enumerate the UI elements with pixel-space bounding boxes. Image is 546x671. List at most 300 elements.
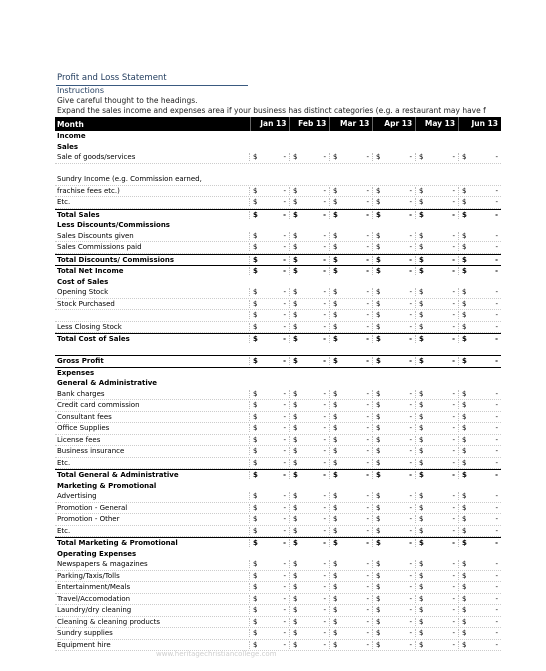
amount-cell[interactable]: [329, 572, 372, 580]
amount-cell[interactable]: [329, 357, 372, 365]
amount-cell[interactable]: [289, 198, 329, 206]
amount-cell[interactable]: [249, 187, 289, 195]
amount-value: -: [409, 424, 412, 433]
amount-cell[interactable]: [372, 267, 415, 275]
amount-cell[interactable]: [249, 629, 289, 637]
amount-cell[interactable]: [458, 401, 501, 409]
amount-cell[interactable]: [249, 618, 289, 626]
amount-cell[interactable]: [329, 618, 372, 626]
amount-cell[interactable]: [458, 527, 501, 535]
amount-cell[interactable]: [458, 335, 501, 343]
amount-cell[interactable]: [329, 335, 372, 343]
amount-cell[interactable]: [458, 232, 501, 240]
amount-cell[interactable]: [458, 595, 501, 603]
amount-cell[interactable]: [249, 390, 289, 398]
amount-cell[interactable]: [415, 243, 458, 251]
amount-value: -: [323, 471, 326, 480]
amount-cell[interactable]: [329, 390, 372, 398]
amount-cell[interactable]: [249, 357, 289, 365]
currency-symbol: $: [376, 153, 381, 162]
amount-value: -: [495, 640, 498, 649]
row-label: Marketing & Promotional: [57, 481, 157, 490]
amount-cell[interactable]: [249, 311, 289, 319]
row-label: Total Marketing & Promotional: [57, 539, 178, 548]
table-row: [55, 423, 501, 435]
amount-cell[interactable]: [329, 424, 372, 432]
amount-cell[interactable]: [289, 527, 329, 535]
amount-cell[interactable]: [415, 629, 458, 637]
amount-value: -: [495, 186, 498, 195]
currency-symbol: $: [419, 503, 424, 512]
amount-cell[interactable]: [249, 436, 289, 444]
amount-cell[interactable]: [249, 243, 289, 251]
amount-cell[interactable]: [458, 606, 501, 614]
amount-cell[interactable]: [329, 300, 372, 308]
amount-cell[interactable]: [415, 583, 458, 591]
amount-cell[interactable]: [415, 311, 458, 319]
row-label: Consultant fees: [57, 412, 112, 421]
amount-cell[interactable]: [372, 471, 415, 479]
amount-value: -: [495, 571, 498, 580]
amount-cell[interactable]: [458, 492, 501, 500]
row-label: Etc.: [57, 526, 71, 535]
amount-cell[interactable]: [372, 198, 415, 206]
amount-cell[interactable]: [329, 401, 372, 409]
amount-cell[interactable]: [289, 560, 329, 568]
amount-cell[interactable]: [372, 211, 415, 219]
amount-cell[interactable]: [329, 267, 372, 275]
amount-cell[interactable]: [458, 618, 501, 626]
currency-symbol: $: [462, 186, 467, 195]
amount-cell[interactable]: [329, 413, 372, 421]
currency-symbol: $: [462, 640, 467, 649]
amount-cell[interactable]: [329, 311, 372, 319]
amount-cell[interactable]: [249, 471, 289, 479]
amount-cell[interactable]: [372, 492, 415, 500]
amount-cell[interactable]: [372, 300, 415, 308]
amount-cell[interactable]: [289, 618, 329, 626]
currency-symbol: $: [462, 583, 467, 592]
amount-cell[interactable]: [458, 560, 501, 568]
amount-value: -: [283, 594, 286, 603]
amount-cell[interactable]: [372, 583, 415, 591]
amount-cell[interactable]: [249, 539, 289, 547]
amount-cell[interactable]: [372, 256, 415, 264]
total-row: [55, 469, 501, 481]
amount-value: -: [452, 492, 455, 501]
amount-cell[interactable]: [458, 572, 501, 580]
amount-cell[interactable]: [372, 606, 415, 614]
amount-cell[interactable]: [289, 413, 329, 421]
amount-value: -: [283, 503, 286, 512]
amount-cell[interactable]: [415, 436, 458, 444]
amount-cell[interactable]: [329, 492, 372, 500]
amount-cell[interactable]: [249, 153, 289, 161]
amount-cell[interactable]: [458, 311, 501, 319]
amount-cell[interactable]: [289, 187, 329, 195]
amount-cell[interactable]: [372, 618, 415, 626]
currency-symbol: $: [293, 629, 298, 638]
amount-cell[interactable]: [289, 232, 329, 240]
amount-cell[interactable]: [458, 187, 501, 195]
amount-cell[interactable]: [372, 572, 415, 580]
month-header: Month: [57, 119, 84, 129]
amount-cell[interactable]: [329, 595, 372, 603]
amount-cell[interactable]: [289, 323, 329, 331]
currency-symbol: $: [462, 458, 467, 467]
amount-cell[interactable]: [372, 459, 415, 467]
amount-cell[interactable]: [372, 560, 415, 568]
amount-cell[interactable]: [249, 424, 289, 432]
amount-cell[interactable]: [289, 459, 329, 467]
amount-cell[interactable]: [458, 459, 501, 467]
amount-cell[interactable]: [329, 198, 372, 206]
amount-cell[interactable]: [249, 335, 289, 343]
amount-cell[interactable]: [372, 641, 415, 649]
amount-cell[interactable]: [329, 187, 372, 195]
amount-cell[interactable]: [372, 447, 415, 455]
amount-cell[interactable]: [249, 504, 289, 512]
amount-cell[interactable]: [458, 629, 501, 637]
currency-symbol: $: [419, 617, 424, 626]
amount-cell[interactable]: [289, 492, 329, 500]
amount-cell[interactable]: [415, 413, 458, 421]
amount-cell[interactable]: [415, 335, 458, 343]
amount-cell[interactable]: [458, 357, 501, 365]
amount-cell[interactable]: [289, 211, 329, 219]
amount-cell[interactable]: [329, 447, 372, 455]
amount-value: -: [323, 447, 326, 456]
amount-cell[interactable]: [372, 311, 415, 319]
amount-cell[interactable]: [329, 539, 372, 547]
section-heading-row: [55, 142, 501, 153]
currency-symbol: $: [293, 471, 298, 480]
amount-cell[interactable]: [415, 515, 458, 523]
amount-cell[interactable]: [289, 288, 329, 296]
amount-cell[interactable]: [415, 504, 458, 512]
amount-cell[interactable]: [372, 288, 415, 296]
amount-cell[interactable]: [329, 459, 372, 467]
table-row: [55, 174, 501, 186]
amount-cell[interactable]: [249, 583, 289, 591]
amount-cell[interactable]: [329, 641, 372, 649]
amount-value: -: [366, 412, 369, 421]
amount-cell[interactable]: [372, 357, 415, 365]
currency-symbol: $: [376, 243, 381, 252]
amount-cell[interactable]: [415, 198, 458, 206]
instruction-line: Expand the sales income and expenses area if your business has distinct categories (e.g. a restaurant may have f: [57, 106, 486, 115]
amount-cell[interactable]: [249, 267, 289, 275]
currency-symbol: $: [419, 311, 424, 320]
currency-symbol: $: [253, 401, 258, 410]
row-label: Sundry Income (e.g. Commission earned,: [57, 175, 202, 184]
amount-cell[interactable]: [415, 572, 458, 580]
amount-cell[interactable]: [249, 232, 289, 240]
currency-symbol: $: [253, 515, 258, 524]
amount-cell[interactable]: [415, 527, 458, 535]
amount-cell[interactable]: [415, 459, 458, 467]
amount-cell[interactable]: [458, 583, 501, 591]
amount-cell[interactable]: [458, 198, 501, 206]
amount-cell[interactable]: [329, 560, 372, 568]
amount-cell[interactable]: [415, 424, 458, 432]
amount-cell[interactable]: [415, 447, 458, 455]
currency-symbol: $: [293, 583, 298, 592]
amount-cell[interactable]: [415, 232, 458, 240]
currency-symbol: $: [253, 424, 258, 433]
amount-cell[interactable]: [415, 390, 458, 398]
amount-cell[interactable]: [372, 629, 415, 637]
amount-cell[interactable]: [329, 515, 372, 523]
currency-symbol: $: [419, 198, 424, 207]
amount-cell[interactable]: [249, 300, 289, 308]
amount-cell[interactable]: [289, 595, 329, 603]
amount-cell[interactable]: [289, 504, 329, 512]
amount-cell[interactable]: [415, 618, 458, 626]
amount-cell[interactable]: [289, 436, 329, 444]
amount-value: -: [452, 539, 455, 548]
amount-cell[interactable]: [329, 504, 372, 512]
amount-value: -: [495, 299, 498, 308]
amount-cell[interactable]: [458, 539, 501, 547]
amount-cell[interactable]: [415, 256, 458, 264]
amount-cell[interactable]: [289, 335, 329, 343]
currency-symbol: $: [333, 198, 338, 207]
currency-symbol: $: [376, 503, 381, 512]
amount-cell[interactable]: [249, 560, 289, 568]
amount-cell[interactable]: [458, 413, 501, 421]
amount-value: -: [366, 186, 369, 195]
amount-cell[interactable]: [372, 401, 415, 409]
amount-cell[interactable]: [249, 323, 289, 331]
amount-cell[interactable]: [329, 211, 372, 219]
amount-cell[interactable]: [415, 323, 458, 331]
currency-symbol: $: [253, 539, 258, 548]
amount-cell[interactable]: [415, 641, 458, 649]
amount-cell[interactable]: [249, 492, 289, 500]
amount-cell[interactable]: [372, 187, 415, 195]
currency-symbol: $: [293, 539, 298, 548]
amount-value: -: [452, 288, 455, 297]
amount-cell[interactable]: [329, 471, 372, 479]
amount-value: -: [452, 322, 455, 331]
amount-cell[interactable]: [458, 300, 501, 308]
amount-cell[interactable]: [372, 323, 415, 331]
amount-cell[interactable]: [372, 232, 415, 240]
currency-symbol: $: [333, 424, 338, 433]
amount-value: -: [283, 629, 286, 638]
amount-cell[interactable]: [249, 595, 289, 603]
row-label: Gross Profit: [57, 357, 104, 366]
currency-symbol: $: [419, 424, 424, 433]
amount-cell[interactable]: [289, 515, 329, 523]
row-label: Sales Discounts given: [57, 231, 134, 240]
amount-cell[interactable]: [289, 300, 329, 308]
row-label: Total Discounts/ Commissions: [57, 255, 174, 264]
amount-cell[interactable]: [329, 288, 372, 296]
amount-cell[interactable]: [458, 447, 501, 455]
amount-cell[interactable]: [329, 436, 372, 444]
amount-cell[interactable]: [289, 641, 329, 649]
amount-cell[interactable]: [372, 335, 415, 343]
amount-cell[interactable]: [249, 515, 289, 523]
currency-symbol: $: [376, 401, 381, 410]
amount-cell[interactable]: [289, 390, 329, 398]
amount-cell[interactable]: [458, 153, 501, 161]
amount-cell[interactable]: [415, 267, 458, 275]
amount-value: -: [323, 389, 326, 398]
amount-cell[interactable]: [249, 401, 289, 409]
amount-cell[interactable]: [329, 629, 372, 637]
amount-value: -: [323, 640, 326, 649]
amount-cell[interactable]: [372, 515, 415, 523]
amount-cell[interactable]: [415, 606, 458, 614]
amount-cell[interactable]: [289, 606, 329, 614]
amount-cell[interactable]: [415, 539, 458, 547]
document-title: Profit and Loss Statement: [57, 73, 167, 83]
amount-cell[interactable]: [372, 527, 415, 535]
amount-cell[interactable]: [329, 232, 372, 240]
amount-cell[interactable]: [372, 424, 415, 432]
amount-cell[interactable]: [289, 629, 329, 637]
amount-cell[interactable]: [249, 447, 289, 455]
amount-cell[interactable]: [372, 504, 415, 512]
amount-value: -: [323, 322, 326, 331]
amount-value: -: [323, 571, 326, 580]
currency-symbol: $: [376, 471, 381, 480]
amount-value: -: [495, 267, 498, 276]
amount-value: -: [283, 255, 286, 264]
amount-cell[interactable]: [415, 153, 458, 161]
amount-cell[interactable]: [289, 311, 329, 319]
amount-cell[interactable]: [372, 595, 415, 603]
amount-value: -: [283, 311, 286, 320]
amount-cell[interactable]: [415, 357, 458, 365]
amount-cell[interactable]: [289, 267, 329, 275]
amount-cell[interactable]: [458, 288, 501, 296]
amount-value: -: [323, 560, 326, 569]
amount-cell[interactable]: [329, 153, 372, 161]
amount-cell[interactable]: [289, 471, 329, 479]
amount-cell[interactable]: [415, 595, 458, 603]
amount-cell[interactable]: [415, 300, 458, 308]
amount-cell[interactable]: [249, 606, 289, 614]
amount-cell[interactable]: [329, 583, 372, 591]
currency-symbol: $: [253, 629, 258, 638]
amount-cell[interactable]: [289, 401, 329, 409]
amount-cell[interactable]: [372, 153, 415, 161]
amount-value: -: [452, 299, 455, 308]
amount-cell[interactable]: [249, 413, 289, 421]
amount-value: -: [452, 255, 455, 264]
amount-cell[interactable]: [289, 539, 329, 547]
amount-cell[interactable]: [289, 447, 329, 455]
amount-cell[interactable]: [458, 504, 501, 512]
total-row: [55, 254, 501, 266]
amount-cell[interactable]: [289, 357, 329, 365]
amount-cell[interactable]: [458, 267, 501, 275]
amount-cell[interactable]: [249, 198, 289, 206]
amount-value: -: [409, 640, 412, 649]
amount-cell[interactable]: [249, 527, 289, 535]
amount-cell[interactable]: [458, 436, 501, 444]
amount-cell[interactable]: [372, 390, 415, 398]
amount-cell[interactable]: [372, 413, 415, 421]
amount-cell[interactable]: [415, 401, 458, 409]
table-row: [55, 594, 501, 606]
currency-symbol: $: [253, 560, 258, 569]
currency-symbol: $: [333, 299, 338, 308]
currency-symbol: $: [376, 606, 381, 615]
amount-cell[interactable]: [329, 323, 372, 331]
amount-cell[interactable]: [329, 527, 372, 535]
amount-cell[interactable]: [372, 539, 415, 547]
month-column-header: Feb 13: [289, 117, 329, 131]
table-row: [55, 389, 501, 401]
amount-cell[interactable]: [249, 459, 289, 467]
amount-cell[interactable]: [289, 572, 329, 580]
amount-value: -: [495, 401, 498, 410]
amount-cell[interactable]: [249, 211, 289, 219]
amount-cell[interactable]: [415, 560, 458, 568]
amount-cell[interactable]: [289, 424, 329, 432]
amount-cell[interactable]: [415, 471, 458, 479]
amount-cell[interactable]: [249, 572, 289, 580]
amount-cell[interactable]: [329, 243, 372, 251]
amount-cell[interactable]: [458, 256, 501, 264]
amount-value: -: [495, 389, 498, 398]
amount-cell[interactable]: [329, 606, 372, 614]
amount-cell[interactable]: [289, 583, 329, 591]
amount-cell[interactable]: [329, 256, 372, 264]
amount-cell[interactable]: [458, 390, 501, 398]
currency-symbol: $: [419, 243, 424, 252]
amount-cell[interactable]: [415, 211, 458, 219]
amount-value: -: [366, 322, 369, 331]
amount-cell[interactable]: [458, 471, 501, 479]
amount-value: -: [495, 606, 498, 615]
amount-value: -: [323, 526, 326, 535]
currency-symbol: $: [462, 629, 467, 638]
table-row: [55, 412, 501, 424]
currency-symbol: $: [293, 640, 298, 649]
amount-cell[interactable]: [249, 288, 289, 296]
amount-cell[interactable]: [458, 323, 501, 331]
amount-cell[interactable]: [249, 256, 289, 264]
amount-cell[interactable]: [415, 187, 458, 195]
amount-cell[interactable]: [458, 515, 501, 523]
amount-value: -: [366, 447, 369, 456]
table-row: [55, 231, 501, 243]
amount-cell[interactable]: [372, 243, 415, 251]
amount-cell[interactable]: [289, 153, 329, 161]
amount-cell[interactable]: [289, 256, 329, 264]
currency-symbol: $: [462, 210, 467, 219]
currency-symbol: $: [462, 153, 467, 162]
currency-symbol: $: [419, 560, 424, 569]
amount-cell[interactable]: [372, 436, 415, 444]
amount-cell[interactable]: [289, 243, 329, 251]
amount-cell[interactable]: [249, 641, 289, 649]
currency-symbol: $: [333, 447, 338, 456]
amount-cell[interactable]: [415, 492, 458, 500]
amount-cell[interactable]: [458, 243, 501, 251]
amount-cell[interactable]: [458, 424, 501, 432]
amount-cell[interactable]: [458, 641, 501, 649]
amount-cell[interactable]: [458, 211, 501, 219]
amount-cell[interactable]: [415, 288, 458, 296]
currency-symbol: $: [333, 458, 338, 467]
